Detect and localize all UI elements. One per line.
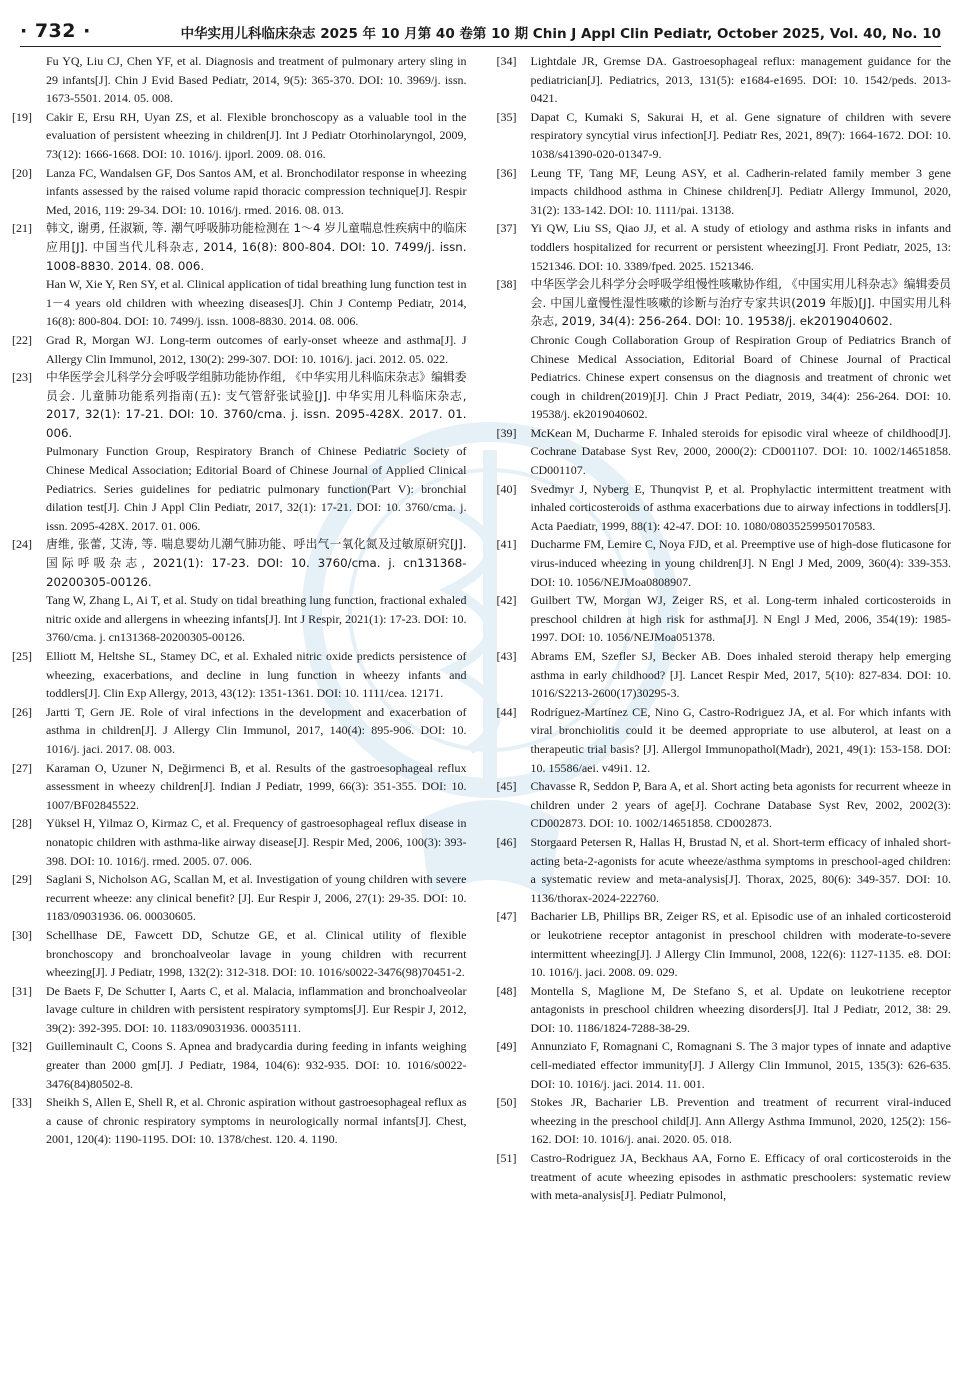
right-column xyxy=(497,52,952,1394)
reference-entry xyxy=(496,982,952,1038)
reference-number: [31] xyxy=(12,983,32,998)
reference-number: [27] xyxy=(12,760,32,775)
reference-text: Dapat C, Kumaki S, Sakurai H, et al. Gene signature of children with severe respiratory syncytial virus infection[J]. Pediatr Res, 2021, 89(7): 1664-1672. DOI: 10. 1038/s41390-020-01347-9. xyxy=(530,109,951,161)
reference-number: [37] xyxy=(496,221,517,236)
reference-text: Rodríguez-Martínez CE, Nino G, Castro-Rodriguez JA, et al. For which infants with viral bronchiolitis could it be deemed appropriate to use albuterol, at least on a therapeutic trial basis? [J]. Allergol Immunopathol(Madr), 2021, 49(1): 153-158. DOI: 10. 15586/aei. v49i1. 12. xyxy=(530,704,951,775)
reference-text: Karaman O, Uzuner N, Değirmenci B, et al. Results of the gastroesophageal reflux assessment in wheezy children[J]. Indian J Pediatr, 1999, 66(3): 351-355. DOI: 10. 1007/BF02845522. xyxy=(46,760,467,812)
reference-translation: Pulmonary Function Group, Respiratory Branch of Chinese Pediatric Society of Chinese Medical Association; Editorial Board of Chinese Journal of Applied Clinical Pediatrics. Series guidelines for pediatric pulmonary function(Part V): bronchial dilation test[J]. Chin J Appl Clin Pediatr, 2017, 32(1): 17-21. DOI: 10. 3760/cma. j. issn. 2095-428X. 2017. 01. 006. xyxy=(46,444,467,533)
reference-text: Guilbert TW, Morgan WJ, Zeiger RS, et al. Long-term inhaled corticosteroids in preschool children at high risk for asthma[J]. N Engl J Med, 2006, 354(19): 1985-1997. DOI: 10. 1056/NEJMoa051378. xyxy=(530,593,951,645)
reference-text: De Baets F, De Schutter I, Aarts C, et al. Malacia, inflammation and bronchoalveolar lavage culture in children with persistent respiratory symptoms[J]. Eur Respir J, 2012, 39(2): 392-395. DOI: 10. 1183/09031936. 00035111. xyxy=(46,983,467,1035)
reference-entry xyxy=(12,703,467,759)
reference-translation: Han W, Xie Y, Ren SY, et al. Clinical application of tidal breathing lung function test in 1－4 years old children with wheezing diseases[J]. Chin J Contemp Pediatr, 2014, 16(8): 800-804. DOI: 10. 7499/j. issn. 1008-8830. 2014. 08. 006. xyxy=(46,277,467,329)
reference-text: McKean M, Ducharme F. Inhaled steroids for episodic viral wheeze of childhood[J]. Cochrane Database Syst Rev, 2000, 2000(2): CD001107. DOI: 10. 1002/14651858. CD001107. xyxy=(530,425,951,478)
reference-entry xyxy=(496,164,952,220)
reference-text: Chavasse R, Seddon P, Bara A, et al. Short acting beta agonists for recurrent wheeze in children under 2 years of age[J]. Cochrane Database Syst Rev, 2002, 2002(3): CD002873. DOI: 10. 1002/14651858. CD002873. xyxy=(530,779,951,831)
reference-text: Yi QW, Liu SS, Qiao JJ, et al. A study of etiology and asthma risks in infants and toddlers hospitalized for recurrent or persistent wheezing[J]. Front Pediatr, 2025, 13: 1521346. DOI: 10. 3389/fped. 2025. 1521346. xyxy=(530,221,951,273)
reference-text: 唐维, 张蕾, 艾涛, 等. 喘息婴幼儿潮气肺功能、呼出气一氧化氮及过敏原研究[J]. 国际呼吸杂志, 2021(1): 17-23. DOI: 10. 3760/cma. j. cn131368-20200305-00126. xyxy=(46,537,467,589)
reference-text: Leung TF, Tang MF, Leung ASY, et al. Cadherin-related family member 3 gene impacts childhood asthma in Chinese children[J]. Pediatr Allergy Immunol, 2020, 31(2): 133-142. DOI: 10. 1111/pai. 13138. xyxy=(530,165,951,217)
reference-entry xyxy=(496,275,952,424)
reference-entry xyxy=(496,777,952,833)
reference-entry xyxy=(496,591,952,647)
reference-number: [51] xyxy=(496,1151,517,1166)
reference-text: Saglani S, Nicholson AG, Scallan M, et al. Investigation of young children with severe recurrent wheeze: any clinical benefit? [J]. Eur Respir J, 2006, 27(1): 29-35. DOI: 10. 1183/09031936. 06. 00030605. xyxy=(46,872,467,924)
reference-entry xyxy=(496,52,952,108)
left-column xyxy=(12,52,467,1394)
reference-number: [42] xyxy=(496,593,517,608)
reference-number: [28] xyxy=(12,816,32,831)
reference-entry xyxy=(496,108,952,164)
reference-text: Cakir E, Ersu RH, Uyan ZS, et al. Flexible bronchoscopy as a valuable tool in the evaluation of persistent wheezing in children[J]. Int J Pediatr Otorhinolaryngol, 2009, 73(12): 1666-1668. DOI: 10. 1016/j. ijporl. 2009. 08. 016. xyxy=(46,109,467,161)
reference-number: [22] xyxy=(12,332,32,347)
reference-text: Bacharier LB, Phillips BR, Zeiger RS, et al. Episodic use of an inhaled corticosteroid or leukotriene receptor antagonist in preschool children with moderate-to-severe intermittent wheezing[J]. J Allergy Clin Immunol, 2008, 122(6): 1127-1135. e8. DOI: 10. 1016/j. jaci. 2008. 09. 029. xyxy=(530,909,951,980)
reference-entry xyxy=(496,424,952,480)
page-header xyxy=(20,8,941,47)
reference-entry xyxy=(496,480,952,536)
reference-number: [35] xyxy=(496,109,517,124)
reference-number: [34] xyxy=(496,54,517,68)
reference-number: [30] xyxy=(12,927,32,942)
reference-number: [24] xyxy=(12,537,32,552)
reference-entry xyxy=(12,219,467,331)
reference-entry xyxy=(12,647,467,703)
reference-text: Grad R, Morgan WJ. Long-term outcomes of early-onset wheeze and asthma[J]. J Allergy Clin Immunol, 2012, 130(2): 299-307. DOI: 10. 1016/j. jaci. 2012. 05. 022. xyxy=(46,332,467,366)
reference-number: [25] xyxy=(12,649,32,663)
reference-entry xyxy=(496,1093,952,1149)
reference-text: 韩文, 谢勇, 任淑颖, 等. 潮气呼吸肺功能检测在 1～4 岁儿童喘息性疾病中的临床应用[J]. 中国当代儿科杂志, 2014, 16(8): 800-804. DOI: 10. 7499/j. issn. 1008-8830. 2014. 08. 006. xyxy=(46,221,467,273)
reference-number: [47] xyxy=(496,909,517,924)
reference-text: Guilleminault C, Coons S. Apnea and bradycardia during feeding in infants weighing greater than 2000 gm[J]. J Pediatr, 1984, 104(6): 932-935. DOI: 10. 1016/s0022-3476(84)80502-8. xyxy=(46,1039,467,1091)
reference-text: Sheikh S, Allen E, Shell R, et al. Chronic aspiration without gastroesophageal reflux as a cause of chronic respiratory symptoms in neurologically normal infants[J]. Chest, 2001, 120(4): 1190-1195. DOI: 10. 1378/chest. 120. 4. 1190. xyxy=(46,1095,467,1147)
reference-text: Lanza FC, Wandalsen GF, Dos Santos AM, et al. Bronchodilator response in wheezing infants assessed by the raised volume rapid thoracic compression technique[J]. Respir Med, 2016, 119: 29-34. DOI: 10. 1016/j. rmed. 2016. 08. 013. xyxy=(46,165,467,217)
reference-text: Lightdale JR, Gremse DA. Gastroesophageal reflux: management guidance for the pediatrician[J]. Pediatrics, 2013, 131(5): e1684-e1695. DOI: 10. 1542/peds. 2013-0421. xyxy=(530,54,951,106)
reference-entry xyxy=(12,368,467,535)
reference-text: Stokes JR, Bacharier LB. Prevention and treatment of recurrent viral-induced wheezing in the preschool child[J]. Ann Allergy Asthma Immunol, 2020, 125(2): 156-162. DOI: 10. 1016/j. anai. 2020. 05. 018. xyxy=(530,1095,951,1147)
reference-number: [49] xyxy=(496,1039,517,1054)
reference-entry xyxy=(12,982,467,1038)
reference-text: Elliott M, Heltshe SL, Stamey DC, et al. Exhaled nitric oxide predicts persistence of wheezing, exacerbations, and decline in lung function in wheezy infants and toddlers[J]. Clin Exp Allergy, 2013, 43(12): 1351-1361. DOI: 10. 1111/cea. 12171. xyxy=(46,649,467,701)
reference-entry xyxy=(496,907,952,981)
reference-entry xyxy=(46,52,467,108)
reference-entry xyxy=(496,647,952,703)
reference-number: [23] xyxy=(12,370,32,385)
reference-entry xyxy=(12,535,467,647)
reference-list xyxy=(12,52,951,1394)
reference-entry xyxy=(12,164,467,220)
reference-entry xyxy=(12,108,467,164)
reference-entry xyxy=(496,1149,952,1205)
reference-number: [39] xyxy=(496,425,517,440)
reference-entry xyxy=(12,331,467,368)
reference-text: Yüksel H, Yilmaz O, Kirmaz C, et al. Frequency of gastroesophageal reflux disease in nonatopic children with asthma-like airway disease[J]. Respir Med, 2006, 100(3): 393-398. DOI: 10. 1016/j. rmed. 2005. 07. 006. xyxy=(46,816,467,868)
reference-text: Castro-Rodriguez JA, Beckhaus AA, Forno E. Efficacy of oral corticosteroids in the treatment of acute wheezing episodes in asthmatic preschoolers: systematic review with meta-analysis[J]. Pediatr Pulmonol, xyxy=(530,1151,951,1203)
reference-text: 中华医学会儿科学分会呼吸学组慢性咳嗽协作组, 《中国实用儿科杂志》编辑委员会. 中国儿童慢性湿性咳嗽的诊断与治疗专家共识(2019 年版)[J]. 中国实用儿科杂志, 2019, 34(4): 256-264. DOI: 10. 19538/j. ek2019040602. xyxy=(530,277,951,329)
reference-text: 中华医学会儿科学分会呼吸学组肺功能协作组, 《中华实用儿科临床杂志》编辑委员会. 儿童肺功能系列指南(五): 支气管舒张试验[J]. 中华实用儿科临床杂志, 2017, 32(1): 17-21. DOI: 10. 3760/cma. j. issn. 2095-428X. 2017. 01. 006. xyxy=(46,370,467,440)
reference-text: Annunziato F, Romagnani C, Romagnani S. The 3 major types of innate and adaptive cell-mediated effector immunity[J]. J Allergy Clin Immunol, 2015, 135(3): 626-635. DOI: 10. 1016/j. jaci. 2014. 11. 001. xyxy=(530,1039,951,1091)
reference-number: [44] xyxy=(496,704,517,719)
reference-entry xyxy=(496,219,952,275)
reference-translation: Chronic Cough Collaboration Group of Respiration Group of Pediatrics Branch of Chinese Medical Association, Editorial Board of Chinese Journal of Practical Pediatrics. Chinese expert consensus on the diagnosis and treatment of chronic wet cough in children(2019)[J]. Chin J Pract Pediatr, 2019, 34(4): 256-264. DOI: 10. 19538/j. ek2019040602. xyxy=(530,332,951,422)
reference-number: [45] xyxy=(496,779,517,794)
reference-text: Fu YQ, Liu CJ, Chen YF, et al. Diagnosis and treatment of pulmonary artery sling in 29 infants[J]. Chin J Evid Based Pediatr, 2014, 9(5): 365-370. DOI: 10. 3969/j. issn. 1673-5501. 2014. 05. 008. xyxy=(46,54,467,106)
reference-text: Jartti T, Gern JE. Role of viral infections in the development and exacerbation of asthma in children[J]. J Allergy Clin Immunol, 2017, 140(4): 895-906. DOI: 10. 1016/j. jaci. 2017. 08. 003. xyxy=(46,704,467,756)
reference-number: [33] xyxy=(12,1095,32,1110)
reference-number: [43] xyxy=(496,649,517,663)
reference-text: Ducharme FM, Lemire C, Noya FJD, et al. Preemptive use of high-dose fluticasone for virus-induced wheezing in young children[J]. N Engl J Med, 2009, 360(4): 339-353. DOI: 10. 1056/NEJMoa0808907. xyxy=(530,537,951,589)
reference-entry xyxy=(12,926,467,982)
reference-number: [40] xyxy=(496,481,517,496)
reference-text: Montella S, Maglione M, De Stefano S, et al. Update on leukotriene receptor antagonists in preschool children wheezing disorders[J]. Ital J Pediatr, 2012, 38: 29. DOI: 10. 1186/1824-7288-38-29. xyxy=(530,983,951,1035)
reference-text: Storgaard Petersen R, Hallas H, Brustad N, et al. Short-term efficacy of inhaled short-acting beta-2-agonists for acute wheeze/asthma symptoms in preschool-aged children: a systematic review and meta-analysis[J]. Thorax, 2025, 80(6): 349-357. DOI: 10. 1136/thorax-2024-222760. xyxy=(530,834,951,905)
reference-number: [21] xyxy=(12,221,32,236)
reference-number: [50] xyxy=(496,1095,517,1110)
journal-running-head: 中华实用儿科临床杂志 2025 年 10 月第 40 卷第 10 期 Chin J Appl Clin Pediatr, October 2025, Vol. 40, No. 10 xyxy=(180,26,941,42)
reference-number: [20] xyxy=(12,165,32,180)
reference-entry xyxy=(12,759,467,815)
page-number: · 732 · xyxy=(20,20,91,42)
reference-text: Svedmyr J, Nyberg E, Thunqvist P, et al. Prophylactic intermittent treatment with inhaled corticosteroids of asthma exacerbations due to airway infections in toddlers[J]. Acta Paediatr, 1999, 88(1): 42-47. DOI: 10. 1080/08035259950170583. xyxy=(530,481,951,533)
reference-number: [38] xyxy=(496,277,517,292)
reference-number: [32] xyxy=(12,1039,32,1054)
reference-number: [41] xyxy=(496,537,517,552)
reference-text: Schellhase DE, Fawcett DD, Schutze GE, et al. Clinical utility of flexible bronchoscopy and bronchoalveolar lavage in young children with recurrent wheezing[J]. J Pediatr, 1998, 132(2): 312-318. DOI: 10. 1016/s0022-3476(98)70451-2. xyxy=(46,927,467,980)
reference-entry xyxy=(12,870,467,926)
reference-number: [26] xyxy=(12,704,32,719)
reference-number: [48] xyxy=(496,983,517,998)
reference-entry xyxy=(496,833,952,907)
reference-entry xyxy=(496,1037,952,1093)
reference-number: [36] xyxy=(496,165,517,180)
reference-translation: Tang W, Zhang L, Ai T, et al. Study on tidal breathing lung function, fractional exhaled nitric oxide and allergens in wheezing infants[J]. Int J Respir, 2021(1): 17-23. DOI: 10. 3760/cma. j. cn131368-20200305-00126. xyxy=(46,593,467,645)
reference-text: Abrams EM, Szefler SJ, Becker AB. Does inhaled steroid therapy help emerging asthma in early childhood? [J]. Lancet Respir Med, 2017, 5(10): 827-834. DOI: 10. 1016/S2213-2600(17)30295-3. xyxy=(530,649,951,701)
reference-entry xyxy=(496,703,952,777)
reference-entry xyxy=(12,1093,467,1149)
reference-entry xyxy=(12,814,467,870)
reference-entry xyxy=(496,535,952,591)
reference-number: [29] xyxy=(12,872,32,887)
reference-entry xyxy=(12,1037,467,1093)
reference-number: [19] xyxy=(12,109,32,124)
reference-number: [46] xyxy=(496,834,517,849)
